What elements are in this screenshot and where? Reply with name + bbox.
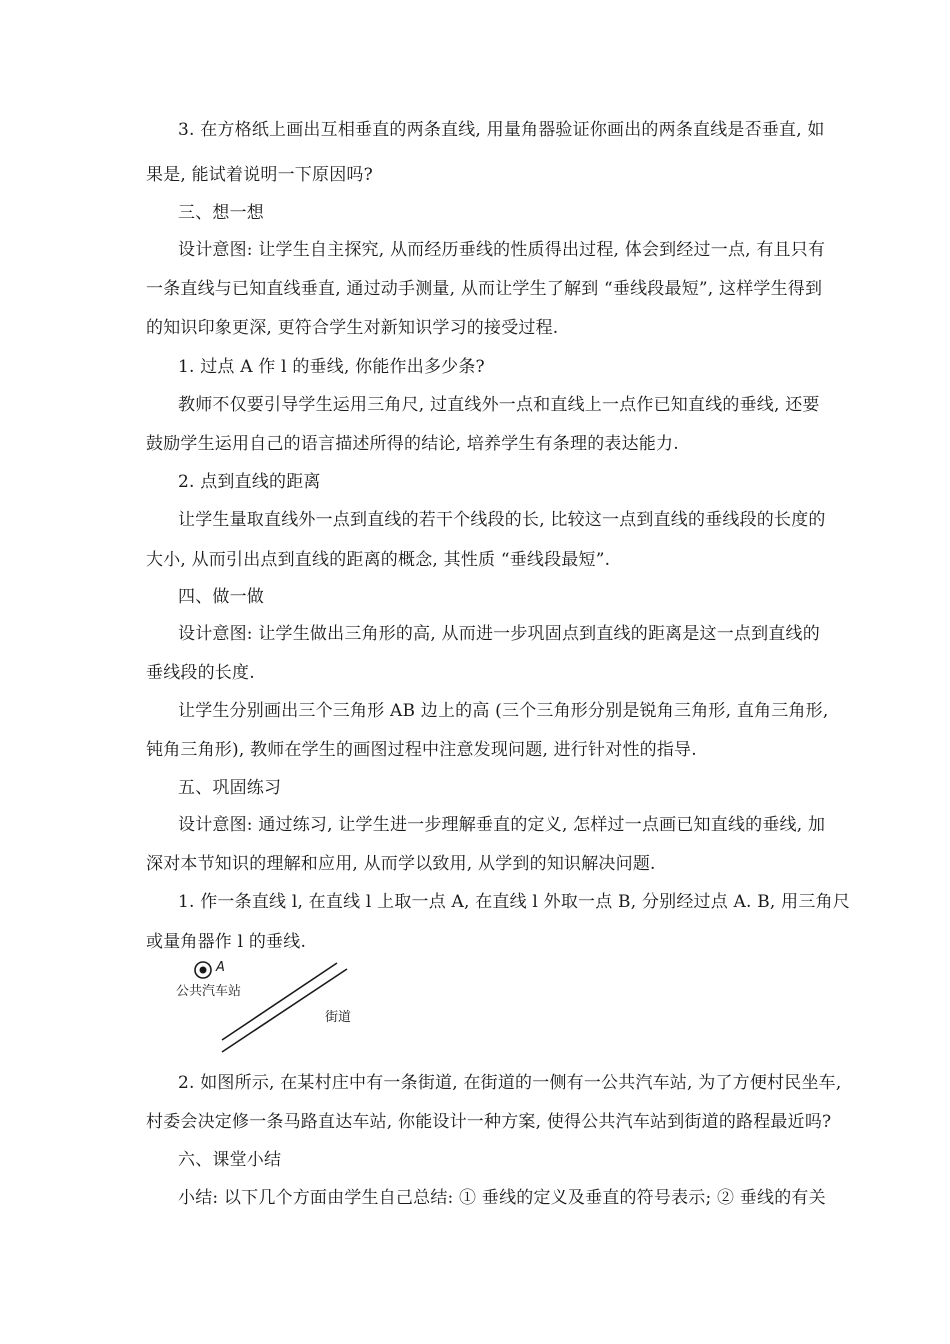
paragraph-line: 果是, 能试着说明一下原因吗? bbox=[146, 165, 373, 185]
paragraph-line: 让学生分别画出三个三角形 AB 边上的高 (三个三角形分别是锐角三角形, 直角三角形, bbox=[178, 701, 829, 721]
paragraph-line: 1. 过点 A 作 l 的垂线, 你能作出多少条? bbox=[178, 357, 485, 377]
paragraph-line: 设计意图: 让学生做出三角形的高, 从而进一步巩固点到直线的距离是这一点到直线的 bbox=[178, 624, 820, 644]
street-label: 街道 bbox=[325, 1010, 352, 1025]
paragraph-line: 教师不仅要引导学生运用三角尺, 过直线外一点和直线上一点作已知直线的垂线, 还要 bbox=[178, 395, 820, 415]
section-heading: 五、巩固练习 bbox=[178, 778, 282, 798]
paragraph-line: 或量角器作 l 的垂线. bbox=[146, 932, 307, 952]
paragraph-line: 2. 点到直线的距离 bbox=[178, 472, 321, 492]
paragraph-line: 2. 如图所示, 在某村庄中有一条街道, 在街道的一侧有一公共汽车站, 为了方便村民坐车, bbox=[178, 1073, 842, 1093]
paragraph-line: 设计意图: 通过练习, 让学生进一步理解垂直的定义, 怎样过一点画已知直线的垂线, 加 bbox=[178, 815, 826, 835]
paragraph-line: 钝角三角形), 教师在学生的画图过程中注意发现问题, 进行针对性的指导. bbox=[146, 740, 697, 760]
paragraph-line: 的知识印象更深, 更符合学生对新知识学习的接受过程. bbox=[146, 318, 559, 338]
paragraph-line: 大小, 从而引出点到直线的距离的概念, 其性质 “垂线段最短”. bbox=[146, 550, 611, 570]
bus-station-label: 公共汽车站 bbox=[176, 984, 242, 999]
paragraph-line: 3. 在方格纸上画出互相垂直的两条直线, 用量角器验证你画出的两条直线是否垂直, 如 bbox=[178, 120, 825, 140]
paragraph-line: 1. 作一条直线 l, 在直线 l 上取一点 A, 在直线 l 外取一点 B, 分别经过点 A. B, 用三角尺 bbox=[178, 892, 850, 912]
street-diagram bbox=[170, 958, 390, 1058]
paragraph-line: 深对本节知识的理解和应用, 从而学以致用, 从学到的知识解决问题. bbox=[146, 854, 656, 874]
paragraph-line: 垂线段的长度. bbox=[146, 663, 255, 683]
paragraph-line: 让学生量取直线外一点到直线的若干个线段的长, 比较这一点到直线的垂线段的长度的 bbox=[178, 510, 826, 530]
point-a-label: A bbox=[216, 960, 225, 975]
paragraph-line: 小结: 以下几个方面由学生自己总结: ① 垂线的定义及垂直的符号表示; ② 垂线的有关 bbox=[178, 1188, 826, 1208]
section-heading: 三、想一想 bbox=[178, 203, 264, 223]
section-heading: 六、课堂小结 bbox=[178, 1150, 282, 1170]
bus-stop-inner-dot bbox=[200, 967, 207, 974]
street-edge-top bbox=[222, 963, 337, 1040]
paragraph-line: 村委会决定修一条马路直达车站, 你能设计一种方案, 使得公共汽车站到街道的路程最近吗? bbox=[146, 1112, 832, 1132]
street-figure bbox=[170, 958, 390, 1058]
paragraph-line: 设计意图: 让学生自主探究, 从而经历垂线的性质得出过程, 体会到经过一点, 有且只有 bbox=[178, 240, 826, 260]
paragraph-line: 一条直线与已知直线垂直, 通过动手测量, 从而让学生了解到 “垂线段最短”, 这样学生得到 bbox=[146, 279, 823, 299]
section-heading: 四、做一做 bbox=[178, 587, 264, 607]
paragraph-line: 鼓励学生运用自己的语言描述所得的结论, 培养学生有条理的表达能力. bbox=[146, 434, 679, 454]
